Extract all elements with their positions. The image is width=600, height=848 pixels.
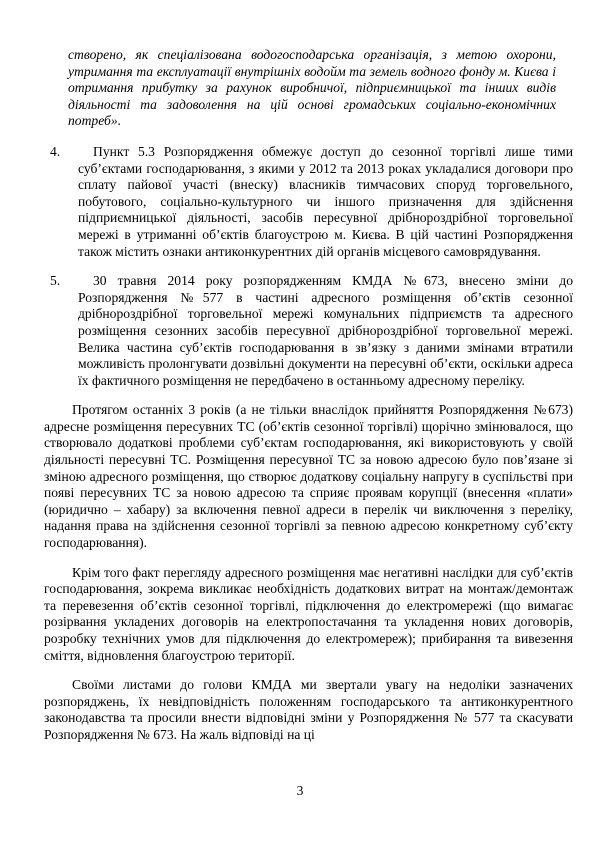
item-number: 5. xyxy=(50,273,61,289)
body-paragraph: Своїми листами до голови КМДА ми звертали увагу на недоліки зазначених розпоряджень, їх невідповідність положенням господарського та антиконкурентного законодавства та просили внести відповідні зміни у Розпорядження № 577 та скасувати Розпорядження № 673. На жаль відповіді на ці xyxy=(44,677,573,742)
numbered-item-5 xyxy=(50,273,573,389)
body-paragraph: Протягом останніх 3 років (а не тільки внаслідок прийняття Розпорядження №673) адресне розміщення пересувних ТС (об’єктів сезонної торгівлі) щорічно змінювалося, що створювало додаткові проблеми суб’єктам господарювання, які використовують у своїй діяльності пересувні ТС. Розміщення пересувної ТС за новою адресою було пов’язане зі зміною адресного розміщення, що створює додаткову соціальну напругу в суспільстві при появі пересувних ТС за новою адресою та сприяє проявам корупції (внесення «плати» (юридично – хабару) за включення певної адреси в перелік чи виключення з переліку, надання права на здійснення сезонної торгівлі за певною адресою конкретному суб’єкту господарювання). xyxy=(44,402,573,551)
item-number: 4. xyxy=(50,143,61,159)
item-text: Пункт 5.3 Розпорядження обмежує доступ до сезонної торгівлі лише тими суб’єктами господарювання, з якими у 2012 та 2013 роках укладалися договори про сплату пайової участі (внеску) власників тимчасових споруд торговельного, побутового, соціально-культурного чи іншого призначення для здійснення підприємницької діяльності, засобів пересувної дрібнороздрібної торговельної мережі в утриманні об’єктів благоустрою м. Києва. В цій частині Розпорядження також містить ознаки антиконкурентних дій органів місцевого самоврядування. xyxy=(78,143,573,259)
body-paragraph: Крім того факт перегляду адресного розміщення має негативні наслідки для суб’єктів господарювання, зокрема викликає необхідність додаткових витрат на монтаж/демонтаж та перевезення об’єктів сезонної торгівлі, підключення до електромережі (що вимагає розірвання укладених договорів на електропостачання та укладення нових договорів, розробку технічних умов для підключення до електромереж); прибирання та вивезення сміття, відновлення благоустрою території. xyxy=(44,564,573,663)
numbered-item-4 xyxy=(50,143,573,260)
quote-paragraph: створено, як спеціалізована водогосподарська організація, з метою охорони, утримання та експлуатації внутрішніх водойм та земель водного фонду м. Києва і отримання прибутку за рахунок виробничої, підприємницької та інших видів діяльності та задоволення на цій основі громадських соціально-економічних потреб». xyxy=(68,47,556,129)
item-text: 30 травня 2014 року розпорядженням КМДА №673, внесено зміни до Розпорядження №577 в частині адресного розміщення об’єктів сезонної дрібнороздрібної торговельної мережі комунальних підприємств та адресного розміщення сезонних засобів пересувної дрібнороздрібної торговельної мережі. Велика частина суб’єктів господарювання в зв’язку з даними змінами втратили можливість пролонгувати дозвільні документи на пересувні об’єкти, оскільки адреса їх фактичного розміщення не передбачено в останньому адресному переліку. xyxy=(78,273,573,388)
page-number: 3 xyxy=(296,783,304,798)
